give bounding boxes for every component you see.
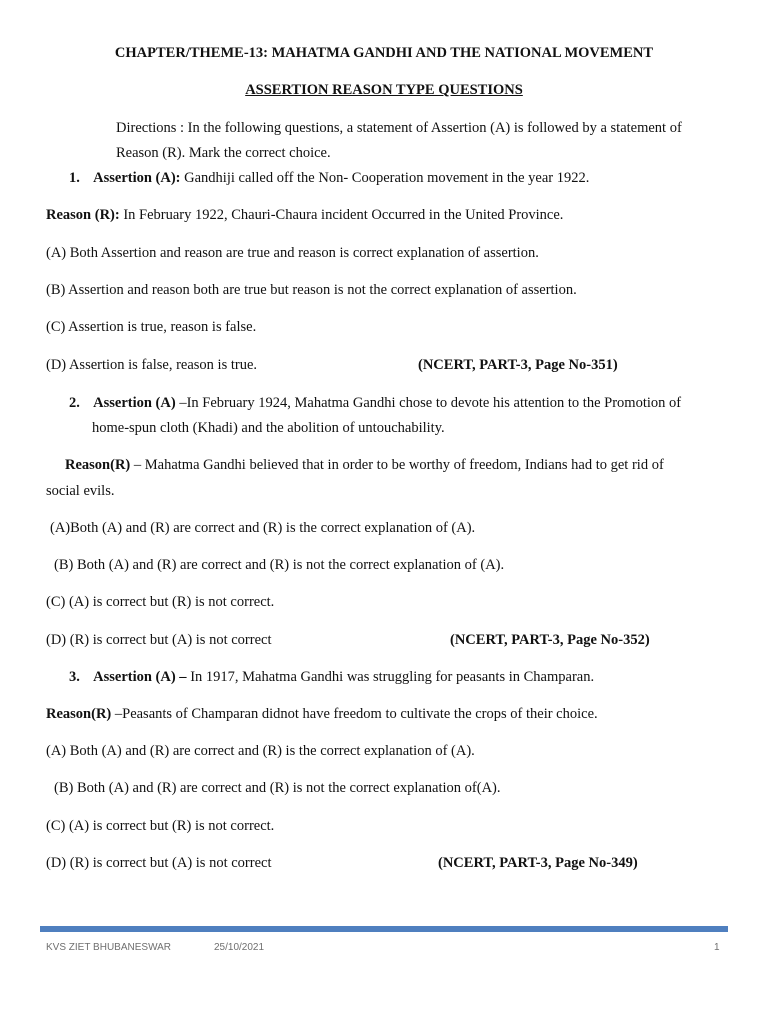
q1-option-d: (D) Assertion is false, reason is true. — [46, 357, 258, 373]
q2-option-b: (B) Both (A) and (R) are correct and (R) is not the correct explanation of (A). — [54, 557, 505, 573]
q3-assertion-text: In 1917, Mahatma Gandhi was struggling for peasants in Champaran. — [186, 669, 595, 685]
q1-assertion — [69, 169, 589, 187]
q2-number: 2. — [69, 395, 80, 411]
q1-assertion-text: Gandhiji called off the Non- Cooperation movement in the year 1922. — [180, 170, 590, 186]
footer-rule — [40, 926, 728, 932]
q1-option-a: (A) Both Assertion and reason are true and reason is correct explanation of assertion. — [46, 245, 539, 261]
q3-assertion — [69, 668, 594, 686]
q3-reason-text: –Peasants of Champaran didnot have freedom to cultivate the crops of their choice. — [111, 706, 598, 722]
q2-reason-label: Reason(R) — [65, 457, 131, 473]
q1-option-b: (B) Assertion and reason both are true but reason is not the correct explanation of assertion. — [46, 282, 577, 298]
q2-reason-line-2: social evils. — [46, 483, 115, 499]
q1-reference: (NCERT, PART-3, Page No-351) — [418, 357, 618, 373]
q1-reason-label: Reason (R): — [46, 207, 120, 223]
q2-assertion-label: Assertion (A) — [93, 395, 176, 411]
q2-assertion-text-1: –In February 1924, Mahatma Gandhi chose to devote his attention to the Promotion of — [175, 395, 682, 411]
footer-date: 25/10/2021 — [214, 942, 265, 953]
q1-reason — [46, 206, 563, 224]
footer-page-number: 1 — [714, 942, 720, 953]
section-title: ASSERTION REASON TYPE QUESTIONS — [245, 82, 523, 98]
q1-option-c: (C) Assertion is true, reason is false. — [46, 319, 257, 335]
q1-reason-text: In February 1922, Chauri-Chaura incident Occurred in the United Province. — [119, 207, 564, 223]
q2-option-c: (C) (A) is correct but (R) is not correct. — [46, 594, 275, 610]
q3-reason — [46, 705, 598, 723]
q2-assertion-line-2: home-spun cloth (Khadi) and the abolition of untouchability. — [92, 420, 445, 436]
q3-assertion-label: Assertion (A) – — [93, 669, 187, 685]
q3-option-b: (B) Both (A) and (R) are correct and (R) is not the correct explanation of(A). — [54, 780, 501, 796]
q1-number: 1. — [69, 170, 80, 186]
q3-reason-label: Reason(R) — [46, 706, 112, 722]
chapter-title: CHAPTER/THEME-13: MAHATMA GANDHI AND THE NATIONAL MOVEMENT — [114, 45, 654, 61]
q3-option-a: (A) Both (A) and (R) are correct and (R) is the correct explanation of (A). — [46, 743, 475, 759]
footer-org: KVS ZIET BHUBANESWAR — [46, 942, 172, 953]
q3-reference: (NCERT, PART-3, Page No-349) — [438, 855, 638, 871]
q3-option-c: (C) (A) is correct but (R) is not correct. — [46, 818, 275, 834]
q2-reason-text-1: – Mahatma Gandhi believed that in order to be worthy of freedom, Indians had to get rid of — [130, 457, 664, 473]
q1-assertion-label: Assertion (A): — [93, 170, 181, 186]
q2-option-a: (A)Both (A) and (R) are correct and (R) is the correct explanation of (A). — [50, 520, 476, 536]
q2-assertion-line-1 — [69, 394, 681, 412]
q2-reference: (NCERT, PART-3, Page No-352) — [450, 632, 650, 648]
q3-number: 3. — [69, 669, 80, 685]
directions-line-2: Reason (R). Mark the correct choice. — [116, 145, 331, 161]
q3-option-d: (D) (R) is correct but (A) is not correct — [46, 855, 272, 871]
directions-line-1: Directions : In the following questions, a statement of Assertion (A) is followed by a statement of — [116, 120, 682, 136]
q2-reason-line-1 — [65, 456, 664, 474]
q2-option-d: (D) (R) is correct but (A) is not correct — [46, 632, 272, 648]
